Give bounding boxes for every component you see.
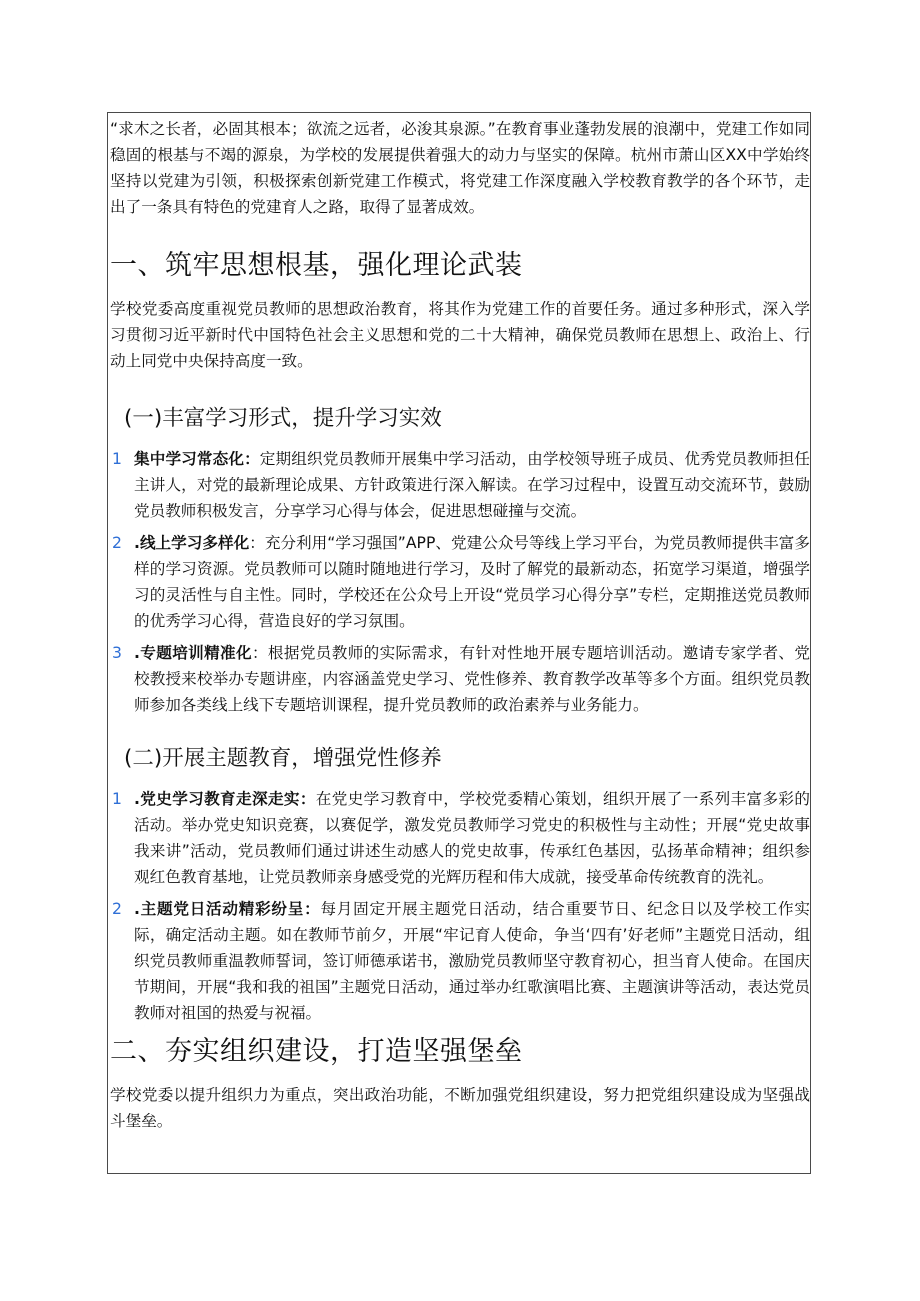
section-2-paragraph: 学校党委以提升组织力为重点，突出政治功能，不断加强党组织建设，努力把党组织建设成为坚强战斗堡垒。 xyxy=(110,1086,810,1130)
list-item-body: ：充分利用“学习强国”APP、党建公众号等线上学习平台，为党员教师提供丰富多样的学习资源。党员教师可以随时随地进行学习，及时了解党的最新动态，拓宽学习渠道，增强学习的灵活性与自主性。同时，学校还在公众号上开设“党员学习心得分享”专栏，定期推送党员教师的优秀学习心得，营造良好的学习氛围。 xyxy=(134,534,810,630)
list-item-lead: .线上学习多样化 xyxy=(134,534,250,552)
list-number: 2 xyxy=(112,534,122,552)
list-item-text xyxy=(134,530,810,634)
list-item-body: ：根据党员教师的实际需求，有针对性地开展专题培训活动。邀请专家学者、党校教授来校举办专题讲座，内容涵盖党史学习、党性修养、教育教学改革等多个方面。组织党员教师参加各类线上线下专题培训课程，提升党员教师的政治素养与业务能力。 xyxy=(134,644,810,714)
list-number: 2 xyxy=(112,900,122,918)
section-1-paragraph: 学校党委高度重视党员教师的思想政治教育，将其作为党建工作的首要任务。通过多种形式，深入学习贯彻习近平新时代中国特色社会主义思想和党的二十大精神，确保党员教师在思想上、政治上、行动上同党中央保持高度一致。 xyxy=(110,300,810,370)
list-number: 3 xyxy=(112,644,122,662)
list-item-body: 定期组织党员教师开展集中学习活动，由学校领导班子成员、优秀党员教师担任主讲人，对党的最新理论成果、方针政策进行深入解读。在学习过程中，设置互动交流环节，鼓励党员教师积极发言，分享学习心得与体会，促进思想碰撞与交流。 xyxy=(134,450,810,520)
list-item xyxy=(110,530,810,634)
list-number: 1 xyxy=(112,790,122,808)
list-number: 1 xyxy=(112,450,122,468)
intro-paragraph: “求木之长者，必固其根本；欲流之远者，必浚其泉源。”在教育事业蓬勃发展的浪潮中，党建工作如同稳固的根基与不竭的源泉，为学校的发展提供着强大的动力与坚实的保障。杭州市萧山区XX中学始终坚持以党建为引领，积极探索创新党建工作模式，将党建工作深度融入学校教育教学的各个环节，走出了一条具有特色的党建育人之路，取得了显著成效。 xyxy=(110,120,810,216)
list-item-text xyxy=(134,640,810,718)
list-item-lead: .专题培训精准化 xyxy=(134,644,252,662)
list-item xyxy=(110,446,810,524)
list-item-text xyxy=(134,786,810,890)
subsection-1-heading: (一)丰富学习形式，提升学习实效 xyxy=(124,406,442,431)
list-item-text xyxy=(134,896,810,1026)
list-item xyxy=(110,896,810,1026)
section-2-heading: 二、夯实组织建设，打造坚强堡垒 xyxy=(110,1036,523,1067)
list-item-lead: .主题党日活动精彩纷呈： xyxy=(134,900,321,918)
list-item xyxy=(110,640,810,718)
list-item-lead: .党史学习教育走深走实： xyxy=(134,790,316,808)
list-item-body: 每月固定开展主题党日活动，结合重要节日、纪念日以及学校工作实际，确定活动主题。如在教师节前夕，开展“牢记育人使命，争当‘四有’好老师”主题党日活动，组织党员教师重温教师誓词，签订师德承诺书，激励党员教师坚守教育初心，担当育人使命。在国庆节期间，开展“我和我的祖国”主题党日活动，通过举办红歌演唱比赛、主题演讲等活动，表达党员教师对祖国的热爱与祝福。 xyxy=(134,900,810,1022)
list-item-body: 在党史学习教育中，学校党委精心策划，组织开展了一系列丰富多彩的活动。举办党史知识竞赛，以赛促学，激发党员教师学习党史的积极性与主动性；开展“党史故事我来讲”活动，党员教师们通过讲述生动感人的党史故事，传承红色基因，弘扬革命精神；组织参观红色教育基地，让党员教师亲身感受党的光辉历程和伟大成就，接受革命传统教育的洗礼。 xyxy=(134,790,810,886)
section-1-heading: 一、筑牢思想根基，强化理论武装 xyxy=(110,250,523,281)
subsection-2-heading: (二)开展主题教育，增强党性修养 xyxy=(124,746,442,771)
list-item xyxy=(110,786,810,890)
list-item-lead: 集中学习常态化： xyxy=(134,450,260,468)
document-body xyxy=(110,114,810,1134)
list-item-text xyxy=(134,446,810,524)
